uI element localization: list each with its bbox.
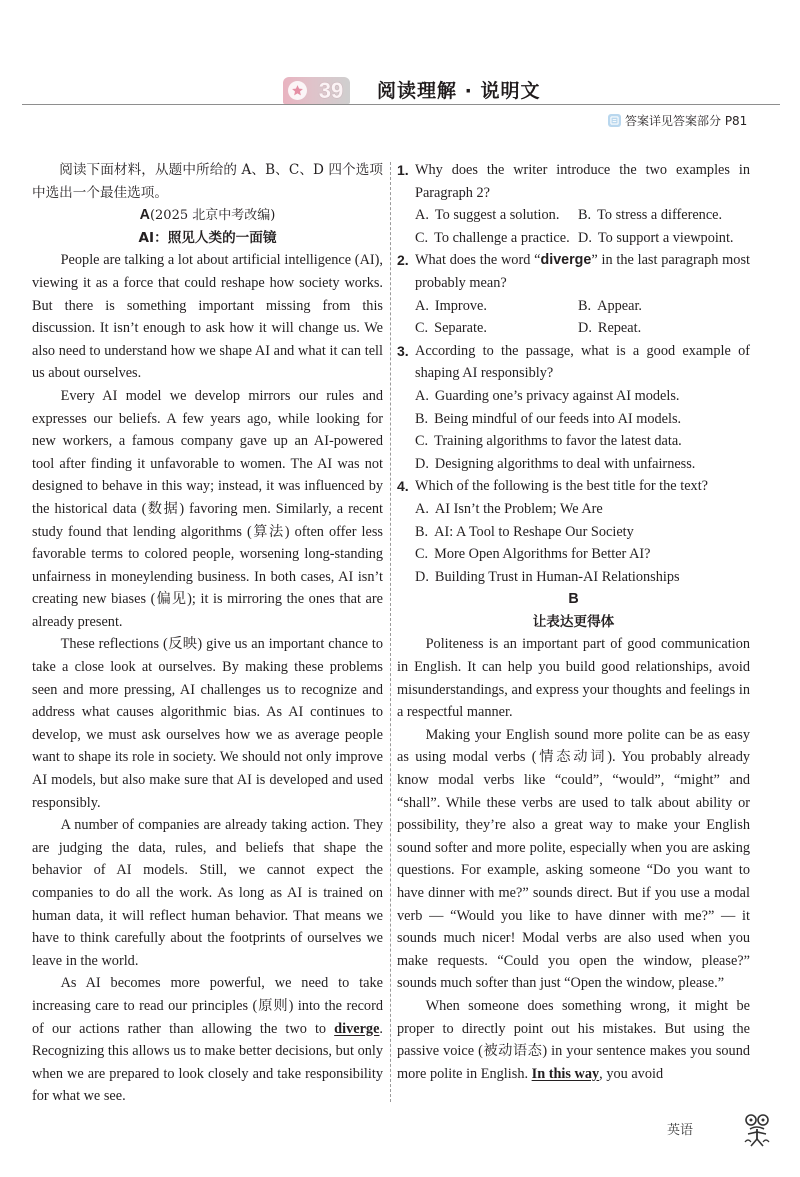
option-text: Being mindful of our feeds into AI models. xyxy=(434,410,682,427)
mascot-logo-icon xyxy=(742,1112,772,1148)
passage-b-paragraph-1: Politeness is an important part of good communication in English. It can help you build good relationships, avoid misunderstandings, and express your thoughts and feelings in a respectful manner. xyxy=(397,636,750,721)
option-b xyxy=(415,408,750,431)
option-a xyxy=(415,295,578,318)
option-letter: D. xyxy=(415,568,429,585)
option-text: Appear. xyxy=(597,297,642,314)
bold-keyword-diverge: diverge xyxy=(540,252,592,269)
option-letter: C. xyxy=(415,229,429,246)
option-text: To stress a difference. xyxy=(597,207,723,224)
option-letter: B. xyxy=(415,410,429,427)
option-d xyxy=(415,453,750,476)
question-number: 2. xyxy=(397,252,409,269)
option-letter: B. xyxy=(578,207,592,224)
left-column xyxy=(32,159,383,1108)
answer-reference-text: 答案详见答案部分 P81 xyxy=(625,113,748,128)
option-letter: B. xyxy=(415,523,429,540)
option-letter: C. xyxy=(415,433,429,450)
paragraph-3-text-before: When someone does something wrong, it might be proper to directly point out his mistakes. But using the passive voice (被动语态) in your sentence makes you sound more polite in English. xyxy=(397,997,750,1082)
option-letter: C. xyxy=(415,320,429,337)
question-text: Which of the following is the best title for the text? xyxy=(415,478,709,495)
option-text: Designing algorithms to deal with unfairness. xyxy=(434,455,696,472)
passage-b-paragraph-2: Making your English sound more polite can be as easy as using modal verbs (情态动词). You probably already know modal verbs like “could”, “would”, “might” and “shall”. While these verbs are used to talk about ability or possibility, they’re also a great way to make your English sound softer and more polite, especially when you are asking questions. For example, asking someone “Do you want to have dinner with me?” sounds direct. But if you use a modal verb — “Would you like to have dinner with me?” — it sounds much nicer! Modal verbs are also used when you make requests. “Could you open the window, please?” sounds much softer than just “Open the window, please.” xyxy=(397,726,750,992)
question-text-before: What does the word “ xyxy=(415,252,541,269)
option-c xyxy=(415,430,750,453)
answer-book-icon xyxy=(608,114,621,127)
option-text: Training algorithms to favor the latest data. xyxy=(434,433,682,450)
header-divider-line xyxy=(22,104,780,105)
option-letter: A. xyxy=(415,207,429,224)
option-text: More Open Algorithms for Better AI? xyxy=(434,546,651,563)
option-text: Building Trust in Human-AI Relationships xyxy=(434,568,680,585)
passage-a-paragraph-2: Every AI model we develop mirrors our rules and expresses our beliefs. A few years ago, while looking for new workers, a famous company gave up an AI-powered tool after finding it unfavorable to women. The AI was not designed to behave in this way; instead, it was influenced by the historical data (数据) favoring men. Similarly, a recent study found that lending algorithms (算法) often offer less favorable terms to colored people, worsening long-standing unfairness in moneylending business. In both cases, AI isn’t creating new biases (偏见); it is mirroring the ones that are already present. xyxy=(32,387,383,630)
option-a xyxy=(415,385,750,408)
option-d xyxy=(415,566,750,589)
paragraph-3-text-after: , you avoid xyxy=(599,1065,664,1082)
question-number: 4. xyxy=(397,478,409,495)
passage-a-letter: A xyxy=(139,207,150,224)
option-text: Guarding one’s privacy against AI models. xyxy=(434,387,680,404)
passage-b-label: B xyxy=(568,591,579,608)
question-4 xyxy=(397,475,750,588)
passage-a-title: AI：照见人类的一面镜 xyxy=(138,229,277,246)
passage-a-label xyxy=(32,204,383,227)
page-title: 阅读理解 · 说明文 xyxy=(377,80,541,102)
question-text xyxy=(415,249,750,294)
option-text: AI: A Tool to Reshape Our Society xyxy=(434,523,634,540)
passage-a-paragraph-5 xyxy=(32,972,383,1108)
option-a xyxy=(415,204,578,227)
passage-a-paragraph-1: People are talking a lot about artificial intelligence (AI), viewing it as a force that could reshape how society works. But there is something important missing from this discussion. It isn’t enough to ask how it will change us. We also need to understand how we shape AI and what it can tell us about ourselves. xyxy=(32,252,383,382)
underlined-phrase-in-this-way: In this way xyxy=(531,1065,600,1082)
right-column xyxy=(397,159,750,1085)
answer-reference xyxy=(608,112,747,128)
option-b xyxy=(415,521,750,544)
option-c xyxy=(415,227,578,250)
question-1 xyxy=(397,159,750,249)
option-letter: A. xyxy=(415,297,429,314)
underlined-keyword-diverge: diverge xyxy=(334,1020,380,1037)
option-letter: D. xyxy=(578,320,592,337)
question-2 xyxy=(397,249,750,339)
column-divider xyxy=(390,162,391,1102)
paragraph-5-text-before: As AI becomes more powerful, we need to take increasing care to read our principles (原则) into the record of our actions rather than allowing the two to xyxy=(32,975,383,1037)
option-text: To challenge a practice. xyxy=(434,229,570,246)
option-letter: B. xyxy=(578,297,592,314)
passage-a-paragraph-3: These reflections (反映) give us an important chance to take a close look at ourselves. By making these problems seen and more pressing, AI challenges us to recognize and address what causes algorithmic bias. As AI continues to develop, we must ask ourselves how we as average people want to shape its role in society. We should not only improve AI models, but also make sure that AI is developed and used responsibly. xyxy=(32,636,383,811)
paragraph-5-text-after: . Recognizing this allows us to make better decisions, but only when we are prepared to look closely and take responsibility for what we see. xyxy=(32,1020,383,1105)
question-number: 3. xyxy=(397,342,409,359)
passage-a-source: (2025 北京中考改编) xyxy=(149,208,276,224)
option-c xyxy=(415,317,578,340)
star-icon xyxy=(288,81,307,100)
option-text: Separate. xyxy=(434,320,487,337)
option-letter: C. xyxy=(415,546,429,563)
option-letter: D. xyxy=(415,455,429,472)
footer-subject: 英语 xyxy=(667,1123,694,1138)
question-text-after: ” in the last paragraph most probably mean? xyxy=(415,252,750,291)
option-text: Repeat. xyxy=(597,320,642,337)
option-letter: D. xyxy=(578,229,592,246)
option-a xyxy=(415,498,750,521)
instructions: 阅读下面材料，从题中所给的 A、B、C、D 四个选项中选出一个最佳选项。 xyxy=(32,162,383,201)
passage-b-title: 让表达更得体 xyxy=(532,613,615,630)
option-text: To support a viewpoint. xyxy=(597,229,734,246)
option-d xyxy=(578,227,750,250)
question-text: Why does the writer introduce the two examples in Paragraph 2? xyxy=(415,162,750,201)
option-text: To suggest a solution. xyxy=(434,207,560,224)
option-b xyxy=(578,295,750,318)
question-text: According to the passage, what is a good example of shaping AI responsibly? xyxy=(415,342,750,382)
option-b xyxy=(578,204,750,227)
option-c xyxy=(415,543,750,566)
option-letter: A. xyxy=(415,500,429,517)
unit-number: 39 xyxy=(318,78,344,103)
option-d xyxy=(578,317,750,340)
option-text: AI Isn’t the Problem; We Are xyxy=(434,500,603,517)
unit-badge xyxy=(283,77,350,104)
option-letter: A. xyxy=(415,387,429,404)
option-text: Improve. xyxy=(434,297,487,314)
question-number: 1. xyxy=(397,162,409,178)
passage-a-paragraph-4: A number of companies are already taking action. They are judging the data, rules, and beliefs that shape the behavior of AI models. Still, we cannot expect the companies to do all the work. As long as AI is trained on human data, it will reflect human behavior. That means we have to think carefully about the footprints of ourselves we leave in the world. xyxy=(32,817,383,969)
question-3 xyxy=(397,340,750,476)
passage-b-paragraph-3 xyxy=(397,995,750,1085)
